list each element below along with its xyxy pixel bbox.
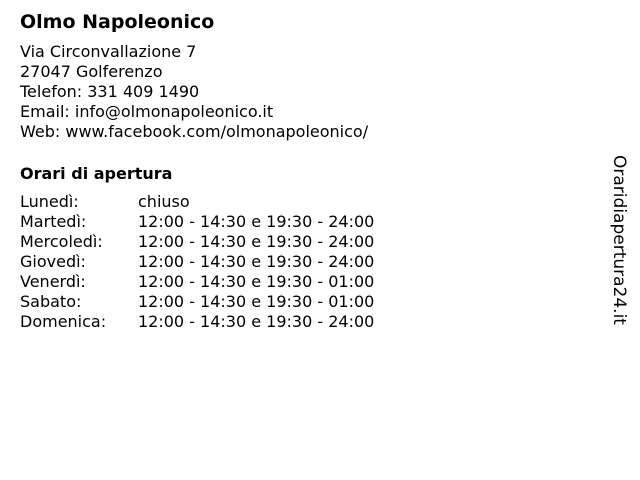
email-line: Email: info@olmonapoleonico.it <box>20 102 274 121</box>
web-line: Web: www.facebook.com/olmonapoleonico/ <box>20 122 369 141</box>
opening-hours-heading: Orari di apertura <box>20 164 173 183</box>
day-label: Mercoledì: <box>20 232 103 251</box>
day-hours: chiuso <box>138 192 190 211</box>
day-hours: 12:00 - 14:30 e 19:30 - 01:00 <box>138 292 375 311</box>
day-label: Venerdì: <box>20 272 86 291</box>
business-card <box>20 10 600 332</box>
brand-watermark <box>604 0 634 480</box>
table-row <box>20 232 374 252</box>
table-row <box>20 292 374 312</box>
day-hours: 12:00 - 14:30 e 19:30 - 24:00 <box>138 312 375 331</box>
contact-block <box>20 42 600 142</box>
business-name: Olmo Napoleonico <box>20 11 215 33</box>
day-hours: 12:00 - 14:30 e 19:30 - 24:00 <box>138 212 375 231</box>
day-label: Sabato: <box>20 292 82 311</box>
brand-text: Oraridiapertura24.it <box>609 155 630 325</box>
opening-hours-table <box>20 192 374 332</box>
day-label: Domenica: <box>20 312 107 331</box>
day-label: Giovedì: <box>20 252 86 271</box>
table-row <box>20 312 374 332</box>
table-row <box>20 192 374 212</box>
day-hours: 12:00 - 14:30 e 19:30 - 24:00 <box>138 252 375 271</box>
day-hours: 12:00 - 14:30 e 19:30 - 01:00 <box>138 272 375 291</box>
table-row <box>20 252 374 272</box>
day-hours: 12:00 - 14:30 e 19:30 - 24:00 <box>138 232 375 251</box>
table-row <box>20 212 374 232</box>
table-row <box>20 272 374 292</box>
city-address: 27047 Golferenzo <box>20 62 163 81</box>
day-label: Martedì: <box>20 212 87 231</box>
phone-line: Telefon: 331 409 1490 <box>20 82 200 101</box>
day-label: Lunedì: <box>20 192 79 211</box>
street-address: Via Circonvallazione 7 <box>20 42 197 61</box>
